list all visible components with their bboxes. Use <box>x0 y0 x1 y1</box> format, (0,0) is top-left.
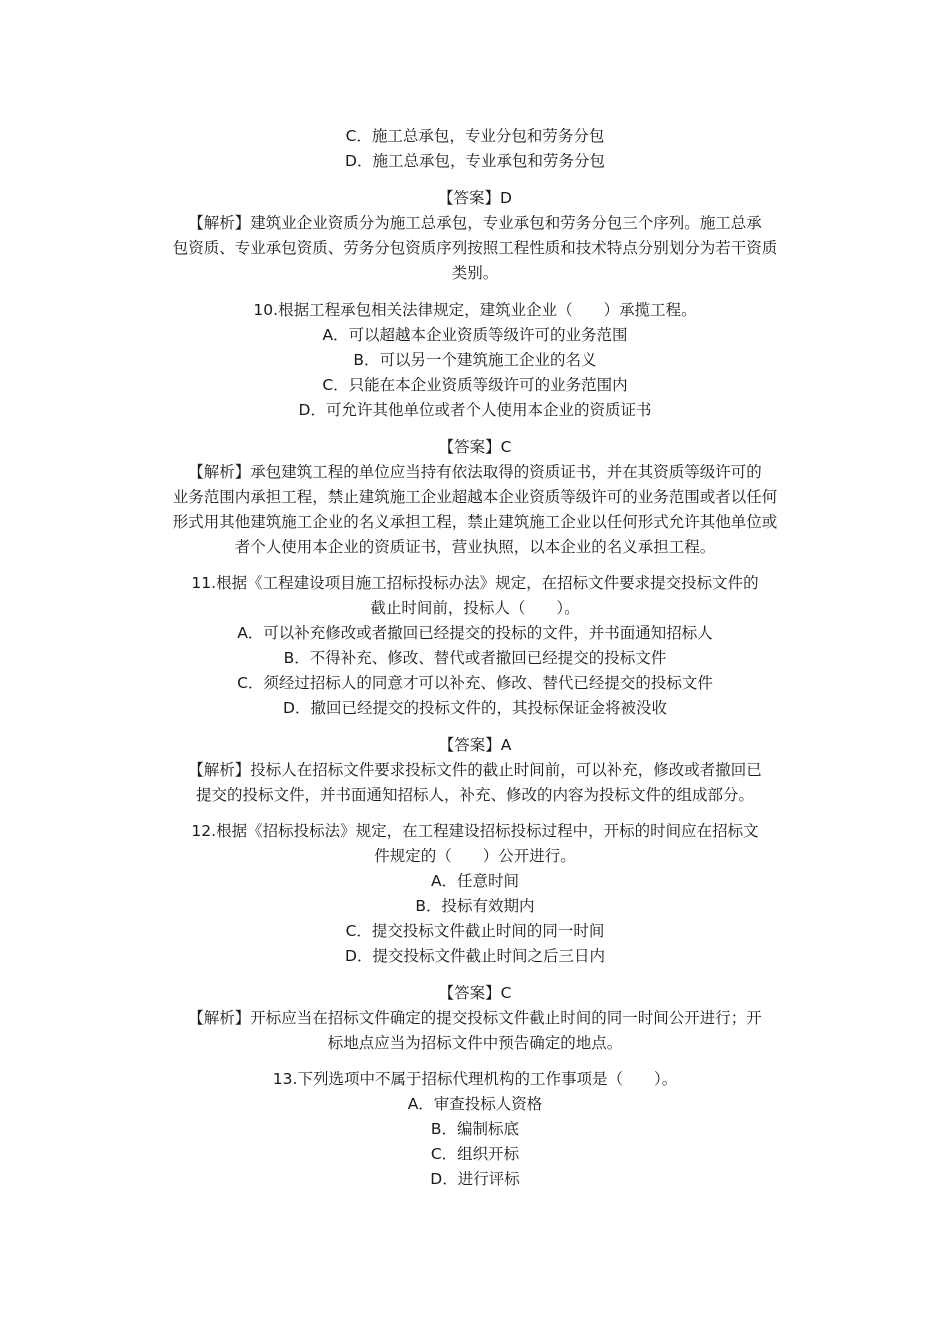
q13-stem: 13.下列选项中不属于招标代理机构的工作事项是（ ）。 <box>272 1070 678 1088</box>
q9-analysis-line: 【解析】建筑业企业资质分为施工总承包，专业承包和劳务分包三个序列。施工总承 <box>188 214 762 232</box>
q10-answer: 【答案】C <box>438 438 512 456</box>
q10-option-d: D．可允许其他单位或者个人使用本企业的资质证书 <box>298 401 652 419</box>
q10-option-b: B．可以另一个建筑施工企业的名义 <box>353 351 597 369</box>
q11-answer: 【答案】A <box>438 736 512 754</box>
q10-option-c: C．只能在本企业资质等级许可的业务范围内 <box>322 376 628 394</box>
q13-option-c: C．组织开标 <box>430 1145 520 1163</box>
q12-option-b: B．投标有效期内 <box>415 897 535 915</box>
q12-stem-line: 件规定的（ ）公开进行。 <box>374 847 576 865</box>
q12-option-a: A．任意时间 <box>430 872 520 890</box>
q12-answer: 【答案】C <box>438 984 512 1002</box>
q12-stem-line: 12.根据《招标投标法》规定，在工程建设招标投标过程中，开标的时间应在招标文 <box>191 822 759 840</box>
q11-option-a: A．可以补充修改或者撤回已经提交的投标的文件，并书面通知招标人 <box>237 624 713 642</box>
q11-option-d: D．撤回已经提交的投标文件的，其投标保证金将被没收 <box>283 699 667 717</box>
q13-option-d: D．进行评标 <box>430 1170 520 1188</box>
q11-stem-line: 11.根据《工程建设项目施工招标投标办法》规定，在招标文件要求提交投标文件的 <box>191 574 759 592</box>
q9-analysis-line: 包资质、专业承包资质、劳务分包资质序列按照工程性质和技术特点分别划分为若干资质 <box>172 239 778 257</box>
q11-option-c: C．须经过招标人的同意才可以补充、修改、替代已经提交的投标文件 <box>237 674 713 692</box>
q12-option-c: C．提交投标文件截止时间的同一时间 <box>345 922 605 940</box>
q11-analysis-line: 提交的投标文件，并书面通知招标人，补充、修改的内容为投标文件的组成部分。 <box>195 786 754 804</box>
q10-stem: 10.根据工程承包相关法律规定，建筑业企业（ ）承揽工程。 <box>253 301 697 319</box>
q10-analysis-line: 【解析】承包建筑工程的单位应当持有依法取得的资质证书，并在其资质等级许可的 <box>188 463 762 481</box>
q9-analysis-line: 类别。 <box>451 264 499 282</box>
q10-analysis-line: 者个人使用本企业的资质证书，营业执照，以本企业的名义承担工程。 <box>234 538 716 556</box>
q12-analysis-line: 标地点应当为招标文件中预告确定的地点。 <box>327 1034 623 1052</box>
q10-option-a: A．可以超越本企业资质等级许可的业务范围 <box>322 326 628 344</box>
q12-analysis-line: 【解析】开标应当在招标文件确定的提交投标文件截止时间的同一时间公开进行；开 <box>188 1009 762 1027</box>
q9-option-d: D．施工总承包，专业承包和劳务分包 <box>345 152 605 170</box>
q9-answer: 【答案】D <box>438 189 512 207</box>
q11-option-b: B．不得补充、修改、替代或者撤回已经提交的投标文件 <box>283 649 667 667</box>
q9-option-c: C．施工总承包，专业分包和劳务分包 <box>345 127 605 145</box>
q12-option-d: D．提交投标文件截止时间之后三日内 <box>345 947 605 965</box>
q13-option-b: B．编制标底 <box>430 1120 520 1138</box>
q11-stem-line: 截止时间前，投标人（ ）。 <box>370 599 580 617</box>
q13-option-a: A．审查投标人资格 <box>407 1095 543 1113</box>
q10-analysis-line: 形式用其他建筑施工企业的名义承担工程，禁止建筑施工企业以任何形式允许其他单位或 <box>172 513 778 531</box>
q10-analysis-line: 业务范围内承担工程，禁止建筑施工企业超越本企业资质等级许可的业务范围或者以任何 <box>172 488 778 506</box>
q11-analysis-line: 【解析】投标人在招标文件要求投标文件的截止时间前，可以补充，修改或者撤回已 <box>188 761 762 779</box>
